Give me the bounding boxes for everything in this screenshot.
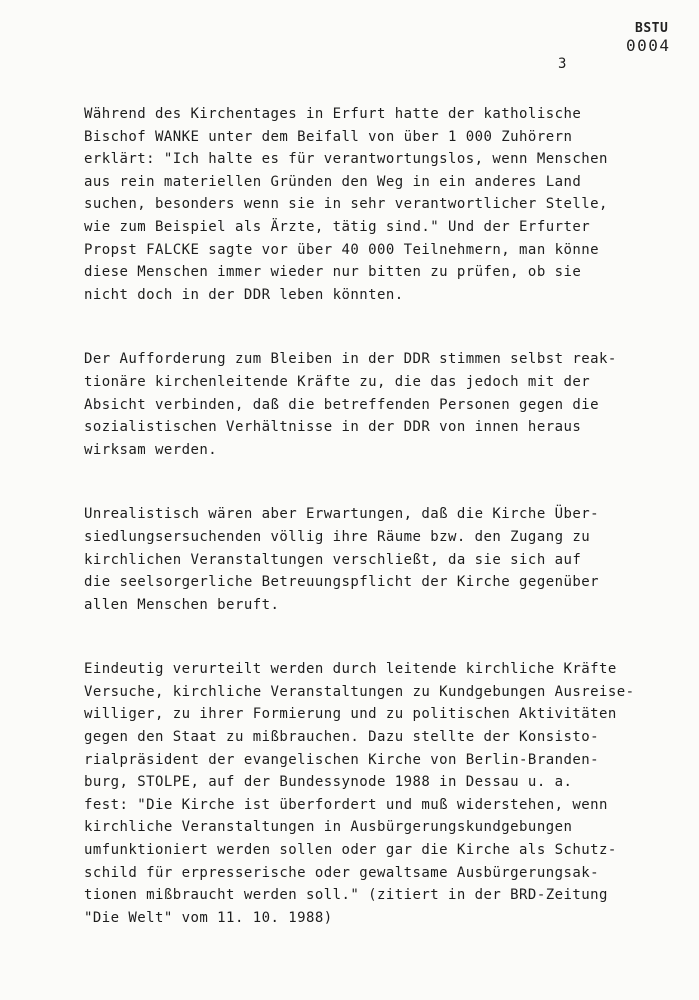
text-line: Unrealistisch wären aber Erwartungen, daß die Kirche Über- bbox=[84, 506, 599, 523]
text-line: Absicht verbinden, daß die betreffenden Personen gegen die bbox=[84, 396, 599, 413]
page-number: 3 bbox=[558, 56, 567, 72]
text-line: burg, STOLPE, auf der Bundessynode 1988 in Dessau u. a. bbox=[84, 774, 573, 791]
text-line: tionen mißbraucht werden soll." (zitiert in der BRD-Zeitung bbox=[84, 887, 608, 904]
text-line: rialpräsident der evangelischen Kirche von Berlin-Branden- bbox=[84, 751, 599, 768]
text-line: williger, zu ihrer Formierung und zu politischen Aktivitäten bbox=[84, 706, 617, 723]
paragraph-verurteilung bbox=[84, 658, 684, 929]
text-line: fest: "Die Kirche ist überfordert und muß widerstehen, wenn bbox=[84, 796, 608, 813]
text-line: umfunktioniert werden sollen oder gar die Kirche als Schutz- bbox=[84, 842, 617, 859]
text-line: Während des Kirchentages in Erfurt hatte der katholische bbox=[84, 106, 582, 122]
text-line: Propst FALCKE sagte vor über 40 000 Teilnehmern, man könne bbox=[84, 241, 599, 258]
text-line: tionäre kirchenleitende Kräfte zu, die das jedoch mit der bbox=[84, 373, 591, 390]
text-line: suchen, besonders wenn sie in sehr verantwortlicher Stelle, bbox=[84, 196, 608, 213]
text-line: kirchliche Veranstaltungen in Ausbürgerungskundgebungen bbox=[84, 819, 573, 836]
text-line: sozialistischen Verhältnisse in der DDR von innen heraus bbox=[84, 419, 582, 436]
text-line: erklärt: "Ich halte es für verantwortungslos, wenn Menschen bbox=[84, 151, 608, 168]
text-line: siedlungsersuchenden völlig ihre Räume bzw. den Zugang zu bbox=[84, 528, 591, 545]
text-line: diese Menschen immer wieder nur bitten zu prüfen, ob sie bbox=[84, 264, 582, 281]
paragraph-erwartungen bbox=[84, 503, 684, 616]
text-line: Bischof WANKE unter dem Beifall von über 1 000 Zuhörern bbox=[84, 128, 573, 145]
stamp-archive-name: BSTU bbox=[635, 21, 669, 36]
stamp-page-code: 0004 bbox=[626, 36, 671, 55]
document-body bbox=[84, 103, 684, 971]
text-line: aus rein materiellen Gründen den Weg in ein anderes Land bbox=[84, 173, 582, 190]
text-line: Der Aufforderung zum Bleiben in der DDR stimmen selbst reak- bbox=[84, 351, 617, 368]
paragraph-aufforderung bbox=[84, 348, 684, 461]
text-line: allen Menschen beruft. bbox=[84, 596, 280, 613]
text-line: Eindeutig verurteilt werden durch leitende kirchliche Kräfte bbox=[84, 661, 617, 678]
text-line: schild für erpresserische oder gewaltsame Ausbürgerungsak- bbox=[84, 864, 599, 881]
text-line: wie zum Beispiel als Ärzte, tätig sind." Und der Erfurter bbox=[84, 218, 591, 235]
text-line: gegen den Staat zu mißbrauchen. Dazu stellte der Konsisto- bbox=[84, 729, 599, 746]
archive-stamp bbox=[626, 22, 688, 54]
text-line: nicht doch in der DDR leben könnten. bbox=[84, 286, 404, 303]
text-line: die seelsorgerliche Betreuungspflicht der Kirche gegenüber bbox=[84, 574, 599, 591]
text-line: wirksam werden. bbox=[84, 441, 218, 458]
paragraph-kirchentag bbox=[84, 103, 684, 306]
text-line: kirchlichen Veranstaltungen verschließt, da sie sich auf bbox=[84, 551, 582, 568]
text-line: "Die Welt" vom 11. 10. 1988) bbox=[84, 909, 333, 926]
text-line: Versuche, kirchliche Veranstaltungen zu Kundgebungen Ausreise- bbox=[84, 683, 635, 700]
